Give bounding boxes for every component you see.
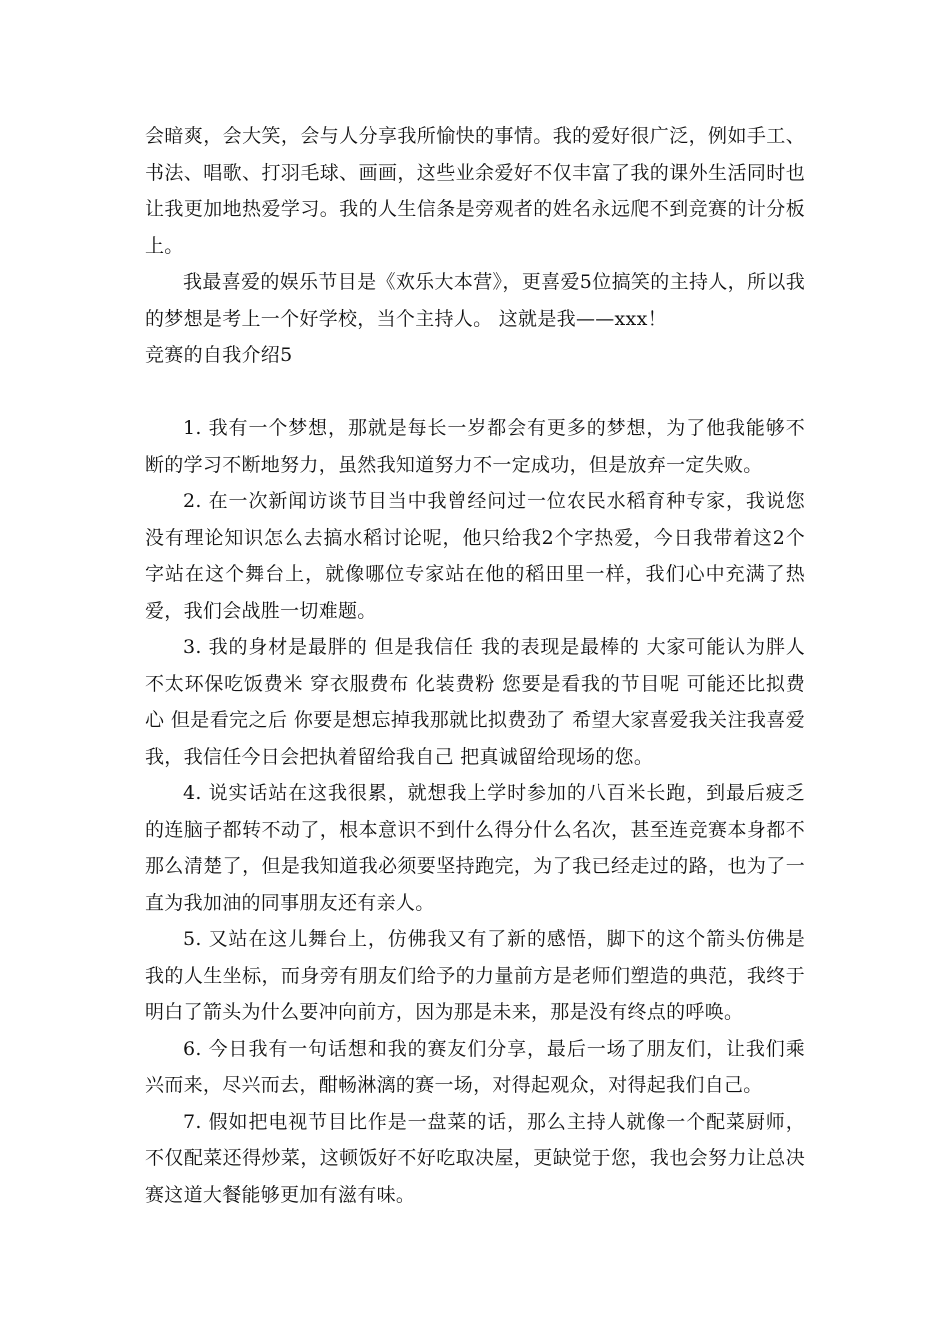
- section-title: 竞赛的自我介绍5: [145, 344, 293, 366]
- list-item-2: 2. 在一次新闻访谈节目当中我曾经问过一位农民水稻育种专家，我说您没有理论知识怎么去搞水稻讨论呢，他只给我2个字热爱，今日我带着这2个字站在这个舞台上，就像哪位专家站在他的稻田里一样，我们心中充满了热爱，我们会战胜一切难题。: [145, 490, 805, 622]
- blank-line: [145, 374, 805, 411]
- list-item-7: 7. 假如把电视节目比作是一盘菜的话，那么主持人就像一个配菜厨师，不仅配菜还得炒菜，这顿饭好不好吃取决屋，更缺觉于您，我也会努力让总决赛这道大餐能够更加有滋有味。: [145, 1110, 805, 1206]
- list-item-3: 3. 我的身材是最胖的 但是我信任 我的表现是最棒的 大家可能认为胖人不太环保吃饭费米 穿衣服费布 化装费粉 您要是看我的节目呢 可能还比拟费心 但是看完之后 你要是想忘掉我那就比拟费劲了 希望大家喜爱我关注我喜爱我，我信任今日会把执着留给我自己 把真诚留给现场的您。: [145, 636, 805, 768]
- list-item-5: 5. 又站在这儿舞台上，仿佛我又有了新的感悟，脚下的这个箭头仿佛是我的人生坐标，而身旁有朋友们给予的力量前方是老师们塑造的典范，我终于明白了箭头为什么要冲向前方，因为那是未来，那是没有终点的呼唤。: [145, 928, 805, 1023]
- list-item-6: 6. 今日我有一句话想和我的赛友们分享，最后一场了朋友们，让我们乘兴而来，尽兴而去，酣畅淋漓的赛一场，对得起观众，对得起我们自己。: [145, 1037, 805, 1096]
- document-body: [145, 118, 805, 1213]
- list-item-1: 1. 我有一个梦想，那就是每长一岁都会有更多的梦想，为了他我能够不断的学习不断地努力，虽然我知道努力不一定成功，但是放弃一定失败。: [145, 417, 805, 476]
- paragraph-hobbies: 会暗爽，会大笑，会与人分享我所愉快的事情。我的爱好很广泛，例如手工、书法、唱歌、打羽毛球、画画，这些业余爱好不仅丰富了我的课外生活同时也让我更加地热爱学习。我的人生信条是旁观者的姓名永远爬不到竞赛的计分板上。: [145, 125, 805, 257]
- list-item-4: 4. 说实话站在这我很累，就想我上学时参加的八百米长跑，到最后疲乏的连脑子都转不动了，根本意识不到什么得分什么名次，甚至连竞赛本身都不那么清楚了，但是我知道我必须要坚持跑完，为了我已经走过的路，也为了一直为我加油的同事朋友还有亲人。: [145, 782, 805, 914]
- paragraph-dream: 我最喜爱的娱乐节目是《欢乐大本营》，更喜爱5位搞笑的主持人，所以我的梦想是考上一个好学校，当个主持人。 这就是我——xxx！: [145, 271, 805, 330]
